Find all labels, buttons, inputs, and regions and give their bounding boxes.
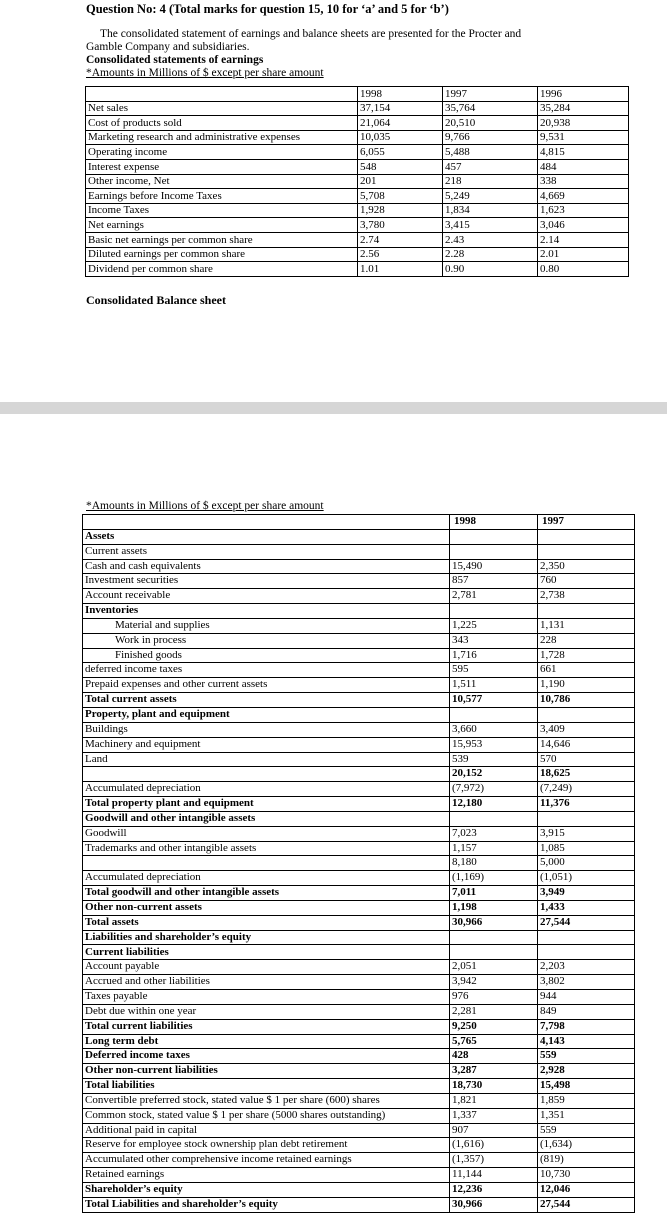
balance-row-value: 27,544 xyxy=(538,1197,635,1212)
balance-row-value: 8,180 xyxy=(450,856,538,871)
balance-row-label: Accumulated other comprehensive income retained earnings xyxy=(83,1153,450,1168)
balance-row xyxy=(83,871,635,886)
balance-row xyxy=(83,1123,635,1138)
earnings-table xyxy=(85,86,629,277)
balance-row-value: 15,498 xyxy=(538,1079,635,1094)
earnings-row-value: 2.28 xyxy=(443,247,538,262)
balance-row-value: (819) xyxy=(538,1153,635,1168)
balance-row-value: 2,350 xyxy=(538,559,635,574)
balance-row xyxy=(83,693,635,708)
balance-row-value: 849 xyxy=(538,1004,635,1019)
balance-row-value: 3,942 xyxy=(450,975,538,990)
balance-row-value: 11,376 xyxy=(538,797,635,812)
balance-row-value: 559 xyxy=(538,1049,635,1064)
earnings-row-value: 21,064 xyxy=(358,116,443,131)
balance-row-value: 857 xyxy=(450,574,538,589)
balance-row xyxy=(83,1034,635,1049)
earnings-row-label: Other income, Net xyxy=(86,174,358,189)
balance-row xyxy=(83,782,635,797)
balance-row-value: 15,490 xyxy=(450,559,538,574)
earnings-row-label: Net earnings xyxy=(86,218,358,233)
balance-row-value: 228 xyxy=(538,633,635,648)
balance-row-label: Current liabilities xyxy=(83,945,450,960)
balance-row xyxy=(83,648,635,663)
earnings-header-year: 1997 xyxy=(443,87,538,102)
balance-row-value: 760 xyxy=(538,574,635,589)
balance-row-value: 1,337 xyxy=(450,1108,538,1123)
balance-row-value xyxy=(450,544,538,559)
balance-header-row xyxy=(83,515,635,530)
balance-row-value: 976 xyxy=(450,990,538,1005)
balance-row-value: 3,660 xyxy=(450,722,538,737)
earnings-row-value: 35,284 xyxy=(538,101,629,116)
balance-row xyxy=(83,722,635,737)
balance-row-value: 18,625 xyxy=(538,767,635,782)
balance-row-label: Work in process xyxy=(83,633,450,648)
document-page-1 xyxy=(0,0,667,402)
balance-row-value: 559 xyxy=(538,1123,635,1138)
balance-row-value: 12,180 xyxy=(450,797,538,812)
balance-row xyxy=(83,767,635,782)
earnings-row-value: 2.14 xyxy=(538,232,629,247)
balance-row-label: Account receivable xyxy=(83,589,450,604)
balance-row-value: 343 xyxy=(450,633,538,648)
earnings-row-value: 338 xyxy=(538,174,629,189)
balance-row-value: 7,011 xyxy=(450,886,538,901)
balance-row-label xyxy=(83,856,450,871)
balance-row-label: Long term debt xyxy=(83,1034,450,1049)
balance-row xyxy=(83,930,635,945)
balance-row-value: 595 xyxy=(450,663,538,678)
balance-row-value xyxy=(450,811,538,826)
earnings-row-value: 1,834 xyxy=(443,203,538,218)
balance-row xyxy=(83,960,635,975)
earnings-row-value: 3,780 xyxy=(358,218,443,233)
balance-row-label: Current assets xyxy=(83,544,450,559)
balance-row xyxy=(83,990,635,1005)
earnings-row-value: 37,154 xyxy=(358,101,443,116)
balance-row-value: (1,634) xyxy=(538,1138,635,1153)
balance-row-value: 3,409 xyxy=(538,722,635,737)
balance-row xyxy=(83,1019,635,1034)
balance-row-value xyxy=(538,604,635,619)
balance-row-value: 3,287 xyxy=(450,1064,538,1079)
earnings-row-label: Net sales xyxy=(86,101,358,116)
balance-row-value: (1,616) xyxy=(450,1138,538,1153)
balance-row-value: 1,225 xyxy=(450,618,538,633)
balance-row-label: Liabilities and shareholder’s equity xyxy=(83,930,450,945)
balance-row-label: Account payable xyxy=(83,960,450,975)
earnings-row xyxy=(86,130,629,145)
balance-row-value xyxy=(538,707,635,722)
balance-row-label: Other non-current assets xyxy=(83,900,450,915)
balance-row xyxy=(83,1197,635,1212)
balance-row-value: 20,152 xyxy=(450,767,538,782)
balance-row-value xyxy=(538,811,635,826)
earnings-row-value: 0.80 xyxy=(538,262,629,277)
balance-row-label: Inventories xyxy=(83,604,450,619)
balance-row-value: 1,351 xyxy=(538,1108,635,1123)
balance-row-value: 907 xyxy=(450,1123,538,1138)
balance-row-value: 661 xyxy=(538,663,635,678)
balance-row-value: 944 xyxy=(538,990,635,1005)
balance-row xyxy=(83,886,635,901)
earnings-row-value: 9,766 xyxy=(443,130,538,145)
balance-row-value: 3,915 xyxy=(538,826,635,841)
balance-row xyxy=(83,529,635,544)
balance-row-value: 27,544 xyxy=(538,915,635,930)
earnings-header-label xyxy=(86,87,358,102)
earnings-row xyxy=(86,145,629,160)
earnings-header-year: 1996 xyxy=(538,87,629,102)
earnings-row-value: 10,035 xyxy=(358,130,443,145)
balance-row-value: 2,738 xyxy=(538,589,635,604)
balance-row xyxy=(83,618,635,633)
balance-row-label: Retained earnings xyxy=(83,1168,450,1183)
balance-row xyxy=(83,678,635,693)
balance-row-label: Accrued and other liabilities xyxy=(83,975,450,990)
earnings-row-value: 2.74 xyxy=(358,232,443,247)
earnings-row-value: 20,938 xyxy=(538,116,629,131)
balance-sheet-table xyxy=(82,514,635,1213)
intro-line-2: Gamble Company and subsidiaries. xyxy=(86,41,250,53)
earnings-row-value: 218 xyxy=(443,174,538,189)
balance-row-value: (7,249) xyxy=(538,782,635,797)
balance-row-label: Convertible preferred stock, stated value $ 1 per share (600) shares xyxy=(83,1093,450,1108)
balance-row xyxy=(83,1049,635,1064)
balance-row-label: deferred income taxes xyxy=(83,663,450,678)
earnings-row-value: 4,815 xyxy=(538,145,629,160)
balance-row-label: Common stock, stated value $ 1 per share (5000 shares outstanding) xyxy=(83,1108,450,1123)
balance-row-label: Additional paid in capital xyxy=(83,1123,450,1138)
earnings-row xyxy=(86,262,629,277)
balance-row-value: 11,144 xyxy=(450,1168,538,1183)
balance-row-label: Accumulated depreciation xyxy=(83,871,450,886)
earnings-row-label: Dividend per common share xyxy=(86,262,358,277)
balance-row-label: Total assets xyxy=(83,915,450,930)
balance-row-value xyxy=(538,945,635,960)
amount-note-1: *Amounts in Millions of $ except per share amount xyxy=(86,67,324,79)
balance-row-value: 2,203 xyxy=(538,960,635,975)
balance-row-label: Taxes payable xyxy=(83,990,450,1005)
balance-row xyxy=(83,707,635,722)
balance-row-value: 30,966 xyxy=(450,1197,538,1212)
question-title: Question No: 4 (Total marks for question 15, 10 for ‘a’ and 5 for ‘b’) xyxy=(86,2,449,16)
balance-row-label: Machinery and equipment xyxy=(83,737,450,752)
balance-row-value: 1,511 xyxy=(450,678,538,693)
earnings-row xyxy=(86,247,629,262)
earnings-row xyxy=(86,116,629,131)
earnings-row-label: Interest expense xyxy=(86,159,358,174)
balance-row-label: Total property plant and equipment xyxy=(83,797,450,812)
balance-row xyxy=(83,1093,635,1108)
balance-row-value: 1,198 xyxy=(450,900,538,915)
statement-title: Consolidated statements of earnings xyxy=(86,54,264,66)
balance-row xyxy=(83,945,635,960)
balance-row-value: (1,051) xyxy=(538,871,635,886)
balance-row-value: 14,646 xyxy=(538,737,635,752)
balance-row-value: 1,728 xyxy=(538,648,635,663)
earnings-row-value: 2.56 xyxy=(358,247,443,262)
balance-row-value: 12,236 xyxy=(450,1182,538,1197)
balance-row-value xyxy=(450,529,538,544)
earnings-row-value: 5,249 xyxy=(443,189,538,204)
earnings-row-value: 0.90 xyxy=(443,262,538,277)
earnings-row-value: 2.43 xyxy=(443,232,538,247)
balance-row-label: Trademarks and other intangible assets xyxy=(83,841,450,856)
intro-text xyxy=(86,28,616,80)
balance-row xyxy=(83,604,635,619)
balance-row-value: 18,730 xyxy=(450,1079,538,1094)
balance-row-value: 1,433 xyxy=(538,900,635,915)
earnings-row-label: Marketing research and administrative expenses xyxy=(86,130,358,145)
balance-row-label: Property, plant and equipment xyxy=(83,707,450,722)
balance-row-value: 4,143 xyxy=(538,1034,635,1049)
balance-row xyxy=(83,633,635,648)
earnings-row-value: 9,531 xyxy=(538,130,629,145)
balance-header-year: 1997 xyxy=(538,515,635,530)
earnings-header-year: 1998 xyxy=(358,87,443,102)
earnings-row-value: 5,488 xyxy=(443,145,538,160)
earnings-row-label: Basic net earnings per common share xyxy=(86,232,358,247)
balance-row-label: Total current assets xyxy=(83,693,450,708)
balance-header-label xyxy=(83,515,450,530)
balance-row-value: 1,716 xyxy=(450,648,538,663)
balance-row xyxy=(83,1079,635,1094)
balance-row xyxy=(83,559,635,574)
earnings-row-value: 6,055 xyxy=(358,145,443,160)
earnings-row-label: Cost of products sold xyxy=(86,116,358,131)
balance-row xyxy=(83,797,635,812)
balance-row-value: (7,972) xyxy=(450,782,538,797)
balance-row xyxy=(83,1064,635,1079)
balance-row-label: Shareholder’s equity xyxy=(83,1182,450,1197)
balance-row-value: 428 xyxy=(450,1049,538,1064)
balance-row xyxy=(83,900,635,915)
balance-row-label: Total liabilities xyxy=(83,1079,450,1094)
balance-row-value: 1,157 xyxy=(450,841,538,856)
earnings-row-label: Earnings before Income Taxes xyxy=(86,189,358,204)
balance-row-value: 2,051 xyxy=(450,960,538,975)
balance-row-value: 2,781 xyxy=(450,589,538,604)
balance-row-value: 10,786 xyxy=(538,693,635,708)
earnings-row-label: Income Taxes xyxy=(86,203,358,218)
balance-row xyxy=(83,1138,635,1153)
balance-row xyxy=(83,589,635,604)
earnings-row-value: 457 xyxy=(443,159,538,174)
balance-row-value: 7,798 xyxy=(538,1019,635,1034)
balance-row-label xyxy=(83,767,450,782)
balance-row-label: Buildings xyxy=(83,722,450,737)
earnings-row-value: 1,623 xyxy=(538,203,629,218)
earnings-row-value: 201 xyxy=(358,174,443,189)
balance-row-value: 5,765 xyxy=(450,1034,538,1049)
balance-row-label: Deferred income taxes xyxy=(83,1049,450,1064)
earnings-header-row xyxy=(86,87,629,102)
balance-sheet-title: Consolidated Balance sheet xyxy=(86,293,227,307)
balance-row-value: 15,953 xyxy=(450,737,538,752)
earnings-row-value: 4,669 xyxy=(538,189,629,204)
balance-row xyxy=(83,574,635,589)
balance-row-label: Goodwill and other intangible assets xyxy=(83,811,450,826)
balance-row-value xyxy=(538,529,635,544)
balance-row-label: Goodwill xyxy=(83,826,450,841)
earnings-row xyxy=(86,232,629,247)
earnings-row-value: 1,928 xyxy=(358,203,443,218)
earnings-row-value: 3,046 xyxy=(538,218,629,233)
balance-row-value xyxy=(538,930,635,945)
earnings-row xyxy=(86,218,629,233)
balance-row-label: Prepaid expenses and other current assets xyxy=(83,678,450,693)
balance-row-label: Land xyxy=(83,752,450,767)
balance-row-value: 30,966 xyxy=(450,915,538,930)
document-page-2 xyxy=(0,414,667,1214)
balance-row-value: 5,000 xyxy=(538,856,635,871)
balance-row-value: 2,928 xyxy=(538,1064,635,1079)
intro-line-1: The consolidated statement of earnings and balance sheets are presented for the Procter and xyxy=(100,28,522,40)
balance-row xyxy=(83,1108,635,1123)
balance-row-value: 1,085 xyxy=(538,841,635,856)
earnings-row-value: 35,764 xyxy=(443,101,538,116)
balance-row-value: 1,859 xyxy=(538,1093,635,1108)
balance-row-value: 12,046 xyxy=(538,1182,635,1197)
amount-note-2: *Amounts in Millions of $ except per share amount xyxy=(86,500,324,512)
balance-row-label: Reserve for employee stock ownership plan debt retirement xyxy=(83,1138,450,1153)
balance-row-value: 3,802 xyxy=(538,975,635,990)
earnings-row xyxy=(86,203,629,218)
balance-row-label: Finished goods xyxy=(83,648,450,663)
balance-row xyxy=(83,1168,635,1183)
balance-row-value: 539 xyxy=(450,752,538,767)
balance-row-value: 1,190 xyxy=(538,678,635,693)
balance-row xyxy=(83,856,635,871)
balance-row-value xyxy=(450,945,538,960)
balance-row-label: Total current liabilities xyxy=(83,1019,450,1034)
balance-row-value xyxy=(450,604,538,619)
balance-row-value: 1,131 xyxy=(538,618,635,633)
balance-row xyxy=(83,811,635,826)
balance-row-label: Investment securities xyxy=(83,574,450,589)
earnings-row-value: 484 xyxy=(538,159,629,174)
balance-row-value: 10,577 xyxy=(450,693,538,708)
earnings-row-value: 3,415 xyxy=(443,218,538,233)
balance-row-label: Cash and cash equivalents xyxy=(83,559,450,574)
balance-row xyxy=(83,826,635,841)
earnings-row xyxy=(86,174,629,189)
balance-row-value: 2,281 xyxy=(450,1004,538,1019)
balance-row-value: 570 xyxy=(538,752,635,767)
balance-row-value: (1,357) xyxy=(450,1153,538,1168)
balance-row-label: Material and supplies xyxy=(83,618,450,633)
earnings-row-value: 548 xyxy=(358,159,443,174)
balance-row xyxy=(83,663,635,678)
balance-row-label: Total goodwill and other intangible assets xyxy=(83,886,450,901)
balance-row-value: (1,169) xyxy=(450,871,538,886)
balance-row-value: 1,821 xyxy=(450,1093,538,1108)
balance-row-value xyxy=(450,930,538,945)
balance-row-value: 3,949 xyxy=(538,886,635,901)
earnings-row-value: 1.01 xyxy=(358,262,443,277)
balance-row-value: 9,250 xyxy=(450,1019,538,1034)
balance-row xyxy=(83,841,635,856)
balance-row xyxy=(83,915,635,930)
balance-row-label: Accumulated depreciation xyxy=(83,782,450,797)
earnings-row-value: 20,510 xyxy=(443,116,538,131)
balance-row-value xyxy=(538,544,635,559)
balance-row-label: Total Liabilities and shareholder’s equity xyxy=(83,1197,450,1212)
balance-row-label: Debt due within one year xyxy=(83,1004,450,1019)
balance-row xyxy=(83,737,635,752)
earnings-row-value: 5,708 xyxy=(358,189,443,204)
balance-row-value xyxy=(450,707,538,722)
balance-row-label: Other non-current liabilities xyxy=(83,1064,450,1079)
balance-header-year: 1998 xyxy=(450,515,538,530)
balance-row xyxy=(83,1153,635,1168)
earnings-row xyxy=(86,189,629,204)
balance-row-value: 10,730 xyxy=(538,1168,635,1183)
earnings-row-label: Operating income xyxy=(86,145,358,160)
earnings-row xyxy=(86,101,629,116)
balance-row xyxy=(83,1004,635,1019)
balance-row-value: 7,023 xyxy=(450,826,538,841)
earnings-row-label: Diluted earnings per common share xyxy=(86,247,358,262)
balance-row-label: Assets xyxy=(83,529,450,544)
earnings-row-value: 2.01 xyxy=(538,247,629,262)
earnings-row xyxy=(86,159,629,174)
balance-row xyxy=(83,975,635,990)
balance-row xyxy=(83,1182,635,1197)
balance-row xyxy=(83,544,635,559)
balance-row xyxy=(83,752,635,767)
